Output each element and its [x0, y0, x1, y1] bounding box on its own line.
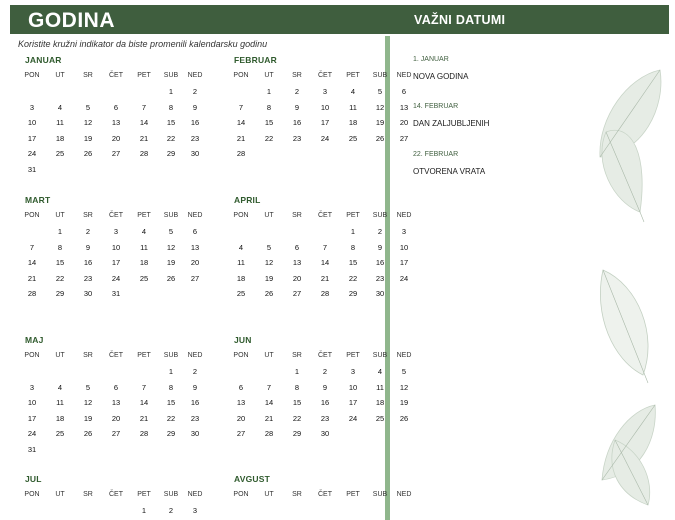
- day-cell: 26: [166, 273, 176, 283]
- day-cell: 1: [57, 227, 63, 236]
- day-cell: 7: [29, 242, 35, 252]
- day-cell: 29: [55, 289, 65, 298]
- day-cell: 29: [166, 429, 176, 438]
- day-cell: 8: [266, 102, 272, 112]
- day-cell: 13: [111, 118, 121, 127]
- weekday-header: UT: [264, 491, 274, 498]
- day-cell: 7: [322, 242, 328, 252]
- weekday-header: UT: [55, 352, 65, 359]
- day-cell: 13: [399, 102, 409, 112]
- day-cell: 4: [141, 227, 147, 236]
- weekday-header: SR: [292, 491, 302, 498]
- day-cell: 27: [292, 289, 302, 298]
- day-cell: 18: [236, 273, 246, 283]
- day-cell: 2: [168, 506, 174, 515]
- day-cell: 15: [292, 398, 302, 407]
- day-cell: 23: [83, 273, 93, 283]
- day-cell: 17: [348, 398, 358, 407]
- month-7: [25, 474, 225, 520]
- page-title[interactable]: GODINA: [28, 9, 115, 32]
- day-cell: 19: [83, 413, 93, 423]
- weekday-header: PON: [233, 352, 249, 359]
- day-cell: 28: [236, 149, 246, 158]
- day-cell: 17: [27, 413, 37, 423]
- weekday-header: ČET: [109, 212, 123, 219]
- day-cell: 23: [190, 413, 200, 423]
- month-3: [25, 195, 225, 325]
- weekday-header: ČET: [318, 491, 332, 498]
- day-cell: 21: [264, 413, 274, 423]
- day-cell: 16: [320, 398, 330, 407]
- day-cell: 24: [399, 273, 409, 283]
- important-date: 14. FEBRUAR: [413, 103, 459, 110]
- weekday-header: ČET: [109, 352, 123, 359]
- month-8: [234, 474, 434, 520]
- day-cell: 12: [375, 102, 385, 112]
- day-cell: 24: [27, 429, 37, 438]
- day-cell: 31: [27, 444, 37, 454]
- weekday-header: NED: [187, 212, 203, 219]
- day-cell: 12: [166, 242, 176, 252]
- day-cell: 3: [29, 382, 35, 392]
- weekday-header: SR: [83, 212, 93, 219]
- day-cell: 20: [399, 118, 409, 127]
- day-cell: 21: [139, 133, 149, 143]
- weekday-header: PON: [233, 72, 249, 79]
- day-cell: 23: [320, 413, 330, 423]
- day-cell: 19: [166, 258, 176, 267]
- day-cell: 10: [27, 118, 37, 127]
- day-cell: 9: [192, 102, 198, 112]
- day-cell: 25: [375, 413, 385, 423]
- day-cell: 4: [238, 242, 244, 252]
- day-cell: 8: [168, 102, 174, 112]
- day-cell: 7: [141, 382, 147, 392]
- day-cell: 24: [320, 133, 330, 143]
- day-cell: 15: [264, 118, 274, 127]
- day-cell: 2: [322, 367, 328, 376]
- day-cell: 12: [83, 118, 93, 127]
- day-cell: 22: [264, 133, 274, 143]
- day-cell: 7: [238, 102, 244, 112]
- day-cell: 29: [292, 429, 302, 438]
- day-cell: 27: [190, 273, 200, 283]
- day-cell: 19: [375, 118, 385, 127]
- day-cell: 23: [190, 133, 200, 143]
- weekday-header: SUB: [372, 72, 388, 79]
- day-cell: 28: [139, 429, 149, 438]
- day-cell: 21: [139, 413, 149, 423]
- day-cell: 29: [166, 149, 176, 158]
- weekday-header: SR: [83, 352, 93, 359]
- day-cell: 26: [375, 133, 385, 143]
- day-cell: 14: [139, 398, 149, 407]
- day-cell: 15: [348, 258, 358, 267]
- weekday-header: PON: [24, 491, 40, 498]
- weekday-header: ČET: [109, 72, 123, 79]
- weekday-header: NED: [396, 72, 412, 79]
- day-cell: 16: [375, 258, 385, 267]
- day-cell: 3: [29, 102, 35, 112]
- month-name: JANUAR: [25, 55, 62, 65]
- day-cell: 5: [401, 367, 407, 376]
- day-cell: 6: [113, 382, 119, 392]
- day-cell: 18: [348, 118, 358, 127]
- weekday-header: UT: [264, 352, 274, 359]
- day-cell: 4: [57, 382, 63, 392]
- month-name: JUL: [25, 474, 42, 484]
- day-cell: 12: [83, 398, 93, 407]
- day-cell: 3: [350, 367, 356, 376]
- day-cell: 9: [322, 382, 328, 392]
- day-cell: 9: [294, 102, 300, 112]
- weekday-header: SR: [292, 212, 302, 219]
- day-cell: 16: [190, 118, 200, 127]
- day-cell: 24: [27, 149, 37, 158]
- day-cell: 25: [236, 289, 246, 298]
- important-date: 1. JANUAR: [413, 56, 449, 63]
- month-name: MART: [25, 195, 51, 205]
- weekday-header: UT: [55, 72, 65, 79]
- day-cell: 16: [83, 258, 93, 267]
- day-cell: 22: [348, 273, 358, 283]
- day-cell: 2: [192, 87, 198, 96]
- weekday-header: ČET: [318, 352, 332, 359]
- important-date: 22. FEBRUAR: [413, 151, 459, 158]
- day-cell: 10: [348, 382, 358, 392]
- day-cell: 10: [399, 242, 409, 252]
- year-instruction: Koristite kružni indikator da biste promenili kalendarsku godinu: [18, 39, 268, 49]
- weekday-header: SUB: [163, 491, 179, 498]
- day-cell: 30: [375, 289, 385, 298]
- month-name: JUN: [234, 335, 252, 345]
- weekday-header: PET: [137, 72, 151, 79]
- weekday-header: SUB: [372, 352, 388, 359]
- day-cell: 19: [83, 133, 93, 143]
- day-cell: 14: [139, 118, 149, 127]
- day-cell: 6: [192, 227, 198, 236]
- day-cell: 4: [377, 367, 383, 376]
- day-cell: 27: [399, 133, 409, 143]
- important-event: OTVORENA VRATA: [413, 167, 486, 176]
- day-cell: 4: [57, 102, 63, 112]
- day-cell: 15: [166, 118, 176, 127]
- day-cell: 20: [190, 258, 200, 267]
- day-cell: 16: [190, 398, 200, 407]
- weekday-header: NED: [396, 352, 412, 359]
- weekday-header: ČET: [318, 212, 332, 219]
- day-cell: 9: [192, 382, 198, 392]
- weekday-header: NED: [396, 212, 412, 219]
- day-cell: 30: [190, 149, 200, 158]
- day-cell: 29: [348, 289, 358, 298]
- day-cell: 2: [377, 227, 383, 236]
- weekday-header: UT: [264, 72, 274, 79]
- day-cell: 6: [113, 102, 119, 112]
- weekday-header: SR: [292, 72, 302, 79]
- day-cell: 14: [236, 118, 246, 127]
- day-cell: 11: [349, 102, 357, 112]
- month-2: [234, 55, 434, 185]
- month-name: FEBRUAR: [234, 55, 277, 65]
- day-cell: 17: [399, 258, 409, 267]
- day-cell: 1: [294, 367, 300, 376]
- day-cell: 31: [27, 164, 37, 174]
- month-4: [234, 195, 434, 325]
- day-cell: 20: [236, 413, 246, 423]
- day-cell: 21: [320, 273, 330, 283]
- day-cell: 7: [141, 102, 147, 112]
- day-cell: 1: [266, 87, 272, 96]
- day-cell: 11: [237, 258, 245, 267]
- day-cell: 3: [113, 227, 119, 236]
- day-cell: 14: [264, 398, 274, 407]
- day-cell: 23: [375, 273, 385, 283]
- day-cell: 5: [85, 102, 91, 112]
- day-cell: 1: [168, 87, 174, 96]
- weekday-header: SR: [292, 352, 302, 359]
- weekday-header: PET: [137, 352, 151, 359]
- day-cell: 10: [111, 242, 121, 252]
- day-cell: 1: [350, 227, 356, 236]
- day-cell: 11: [56, 398, 64, 407]
- day-cell: 4: [350, 87, 356, 96]
- day-cell: 22: [55, 273, 65, 283]
- day-cell: 26: [399, 413, 409, 423]
- day-cell: 22: [166, 413, 176, 423]
- day-cell: 25: [348, 133, 358, 143]
- day-cell: 19: [399, 398, 409, 407]
- weekday-header: SUB: [163, 72, 179, 79]
- day-cell: 26: [83, 429, 93, 438]
- day-cell: 18: [139, 258, 149, 267]
- day-cell: 6: [401, 87, 407, 96]
- weekday-header: UT: [55, 491, 65, 498]
- weekday-header: ČET: [109, 491, 123, 498]
- day-cell: 13: [111, 398, 121, 407]
- day-cell: 11: [140, 242, 148, 252]
- month-name: APRIL: [234, 195, 261, 205]
- weekday-header: PON: [24, 212, 40, 219]
- day-cell: 16: [292, 118, 302, 127]
- day-cell: 19: [264, 273, 274, 283]
- day-cell: 21: [27, 273, 37, 283]
- day-cell: 22: [292, 413, 302, 423]
- day-cell: 3: [401, 227, 407, 236]
- day-cell: 17: [320, 118, 330, 127]
- day-cell: 20: [111, 413, 121, 423]
- weekday-header: PON: [233, 491, 249, 498]
- weekday-header: UT: [264, 212, 274, 219]
- day-cell: 3: [322, 87, 328, 96]
- weekday-header: SUB: [163, 352, 179, 359]
- day-cell: 12: [264, 258, 274, 267]
- day-cell: 27: [236, 429, 246, 438]
- weekday-header: NED: [187, 72, 203, 79]
- day-cell: 27: [111, 149, 121, 158]
- day-cell: 8: [57, 242, 63, 252]
- weekday-header: UT: [55, 212, 65, 219]
- weekday-header: PET: [346, 491, 360, 498]
- day-cell: 9: [377, 242, 383, 252]
- day-cell: 28: [320, 289, 330, 298]
- day-cell: 25: [55, 149, 65, 158]
- day-cell: 30: [190, 429, 200, 438]
- weekday-header: PON: [233, 212, 249, 219]
- weekday-header: PON: [24, 72, 40, 79]
- day-cell: 10: [27, 398, 37, 407]
- day-cell: 9: [85, 242, 91, 252]
- weekday-header: SR: [83, 491, 93, 498]
- day-cell: 13: [236, 398, 246, 407]
- day-cell: 7: [266, 382, 272, 392]
- day-cell: 13: [292, 258, 302, 267]
- day-cell: 6: [294, 242, 300, 252]
- day-cell: 21: [236, 133, 246, 143]
- day-cell: 20: [292, 273, 302, 283]
- day-cell: 18: [375, 398, 385, 407]
- day-cell: 2: [192, 367, 198, 376]
- weekday-header: PET: [346, 352, 360, 359]
- day-cell: 18: [55, 133, 65, 143]
- day-cell: 5: [85, 382, 91, 392]
- month-5: [25, 335, 225, 465]
- month-6: [234, 335, 434, 465]
- day-cell: 20: [111, 133, 121, 143]
- day-cell: 25: [139, 273, 149, 283]
- day-cell: 22: [166, 133, 176, 143]
- day-cell: 28: [139, 149, 149, 158]
- weekday-header: NED: [396, 491, 412, 498]
- day-cell: 25: [55, 429, 65, 438]
- day-cell: 15: [166, 398, 176, 407]
- day-cell: 2: [294, 87, 300, 96]
- weekday-header: NED: [187, 491, 203, 498]
- weekday-header: SUB: [163, 212, 179, 219]
- day-cell: 28: [27, 289, 37, 298]
- month-name: AVGUST: [234, 474, 270, 484]
- day-cell: 26: [264, 289, 274, 298]
- leaf-illustration: [593, 265, 658, 385]
- day-cell: 30: [320, 429, 330, 438]
- day-cell: 8: [350, 242, 356, 252]
- important-dates-title[interactable]: VAŽNI DATUMI: [414, 13, 506, 27]
- weekday-header: PON: [24, 352, 40, 359]
- day-cell: 3: [192, 506, 198, 515]
- weekday-header: NED: [187, 352, 203, 359]
- day-cell: 12: [399, 382, 409, 392]
- day-cell: 11: [376, 382, 384, 392]
- day-cell: 27: [111, 429, 121, 438]
- day-cell: 5: [377, 87, 383, 96]
- day-cell: 24: [348, 413, 358, 423]
- day-cell: 10: [320, 102, 330, 112]
- weekday-header: PET: [137, 212, 151, 219]
- weekday-header: ČET: [318, 72, 332, 79]
- day-cell: 1: [141, 506, 147, 515]
- day-cell: 14: [27, 258, 37, 267]
- day-cell: 2: [85, 227, 91, 236]
- month-name: MAJ: [25, 335, 44, 345]
- day-cell: 14: [320, 258, 330, 267]
- month-1: [25, 55, 225, 185]
- day-cell: 5: [266, 242, 272, 252]
- important-event: NOVA GODINA: [413, 72, 469, 81]
- weekday-header: PET: [346, 212, 360, 219]
- day-cell: 15: [55, 258, 65, 267]
- day-cell: 8: [168, 382, 174, 392]
- weekday-header: PET: [346, 72, 360, 79]
- day-cell: 6: [238, 382, 244, 392]
- weekday-header: PET: [137, 491, 151, 498]
- day-cell: 5: [168, 227, 174, 236]
- leaf-illustration: [588, 62, 668, 227]
- weekday-header: SR: [83, 72, 93, 79]
- day-cell: 23: [292, 133, 302, 143]
- day-cell: 26: [83, 149, 93, 158]
- day-cell: 17: [111, 258, 121, 267]
- day-cell: 17: [27, 133, 37, 143]
- leaf-illustration: [590, 400, 660, 510]
- day-cell: 30: [83, 289, 93, 298]
- day-cell: 1: [168, 367, 174, 376]
- day-cell: 24: [111, 273, 121, 283]
- day-cell: 13: [190, 242, 200, 252]
- day-cell: 28: [264, 429, 274, 438]
- day-cell: 8: [294, 382, 300, 392]
- day-cell: 31: [111, 289, 121, 298]
- weekday-header: SUB: [372, 491, 388, 498]
- weekday-header: SUB: [372, 212, 388, 219]
- day-cell: 11: [56, 118, 64, 127]
- day-cell: 18: [55, 413, 65, 423]
- important-event: DAN ZALJUBLJENIH: [413, 119, 490, 128]
